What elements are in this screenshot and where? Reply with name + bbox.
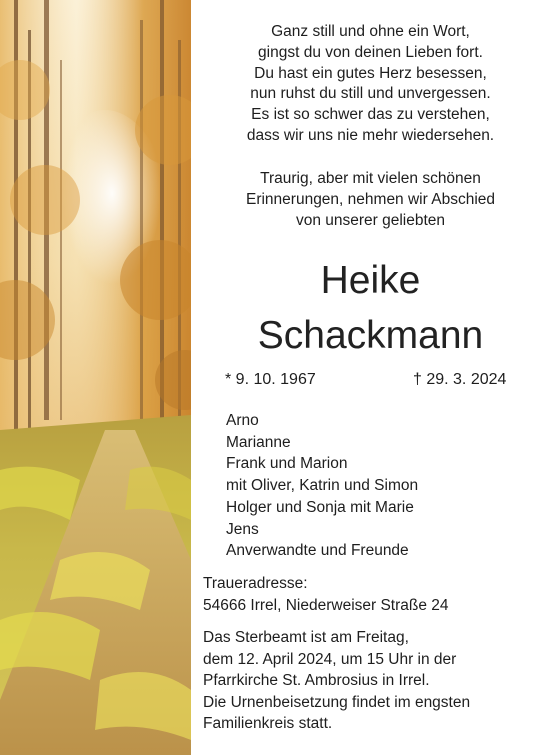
- poem-line: Du hast ein gutes Herz besessen,: [254, 64, 487, 82]
- service-line: Familienkreis statt.: [203, 715, 333, 733]
- address-value: 54666 Irrel, Niederweiser Straße 24: [203, 596, 449, 614]
- address-label: Traueradresse:: [203, 575, 308, 592]
- mourner-item: Anverwandte und Freunde: [226, 542, 409, 560]
- funeral-service-info: [203, 627, 470, 735]
- birth-date: * 9. 10. 1967: [225, 371, 316, 388]
- mourner-item: Holger und Sonja mit Marie: [226, 498, 414, 516]
- intro-line: Traurig, aber mit vielen schönen: [260, 170, 481, 187]
- forest-path-photo: [0, 0, 191, 755]
- poem-line: gingst du von deinen Lieben fort.: [258, 43, 483, 61]
- obituary-text: [191, 0, 550, 755]
- mourner-item: Frank und Marion: [226, 455, 348, 473]
- mourner-item: Jens: [226, 520, 259, 538]
- intro-line: Erinnerungen, nehmen wir Abschied: [245, 190, 495, 208]
- memorial-poem: [191, 22, 550, 147]
- death-date: † 29. 3. 2024: [413, 371, 507, 388]
- mourning-address: [203, 573, 449, 616]
- service-line: Das Sterbeamt ist am Freitag,: [203, 629, 409, 646]
- poem-line: nun ruhst du still und unvergessen.: [250, 85, 491, 103]
- service-line: dem 12. April 2024, um 15 Uhr in der: [203, 650, 457, 668]
- poem-line: dass wir uns nie mehr wiedersehen.: [246, 126, 495, 144]
- poem-line: Es ist so schwer das zu verstehen,: [251, 106, 490, 124]
- service-line: Die Urnenbeisetzung findet im engsten: [203, 693, 471, 711]
- mourner-item: Marianne: [226, 433, 291, 451]
- forest-path-illustration: [0, 0, 191, 755]
- deceased-first-name: Heike: [320, 259, 421, 302]
- mourner-item: Arno: [226, 412, 259, 429]
- mourner-item: mit Oliver, Katrin und Simon: [226, 477, 419, 495]
- mourners-list: [226, 410, 418, 562]
- poem-line: Ganz still und ohne ein Wort,: [271, 23, 470, 40]
- farewell-intro: [191, 169, 550, 231]
- deceased-last-name: Schackmann: [257, 314, 484, 357]
- service-line: Pfarrkirche St. Ambrosius in Irrel.: [203, 672, 430, 690]
- intro-line: von unserer geliebten: [295, 211, 446, 229]
